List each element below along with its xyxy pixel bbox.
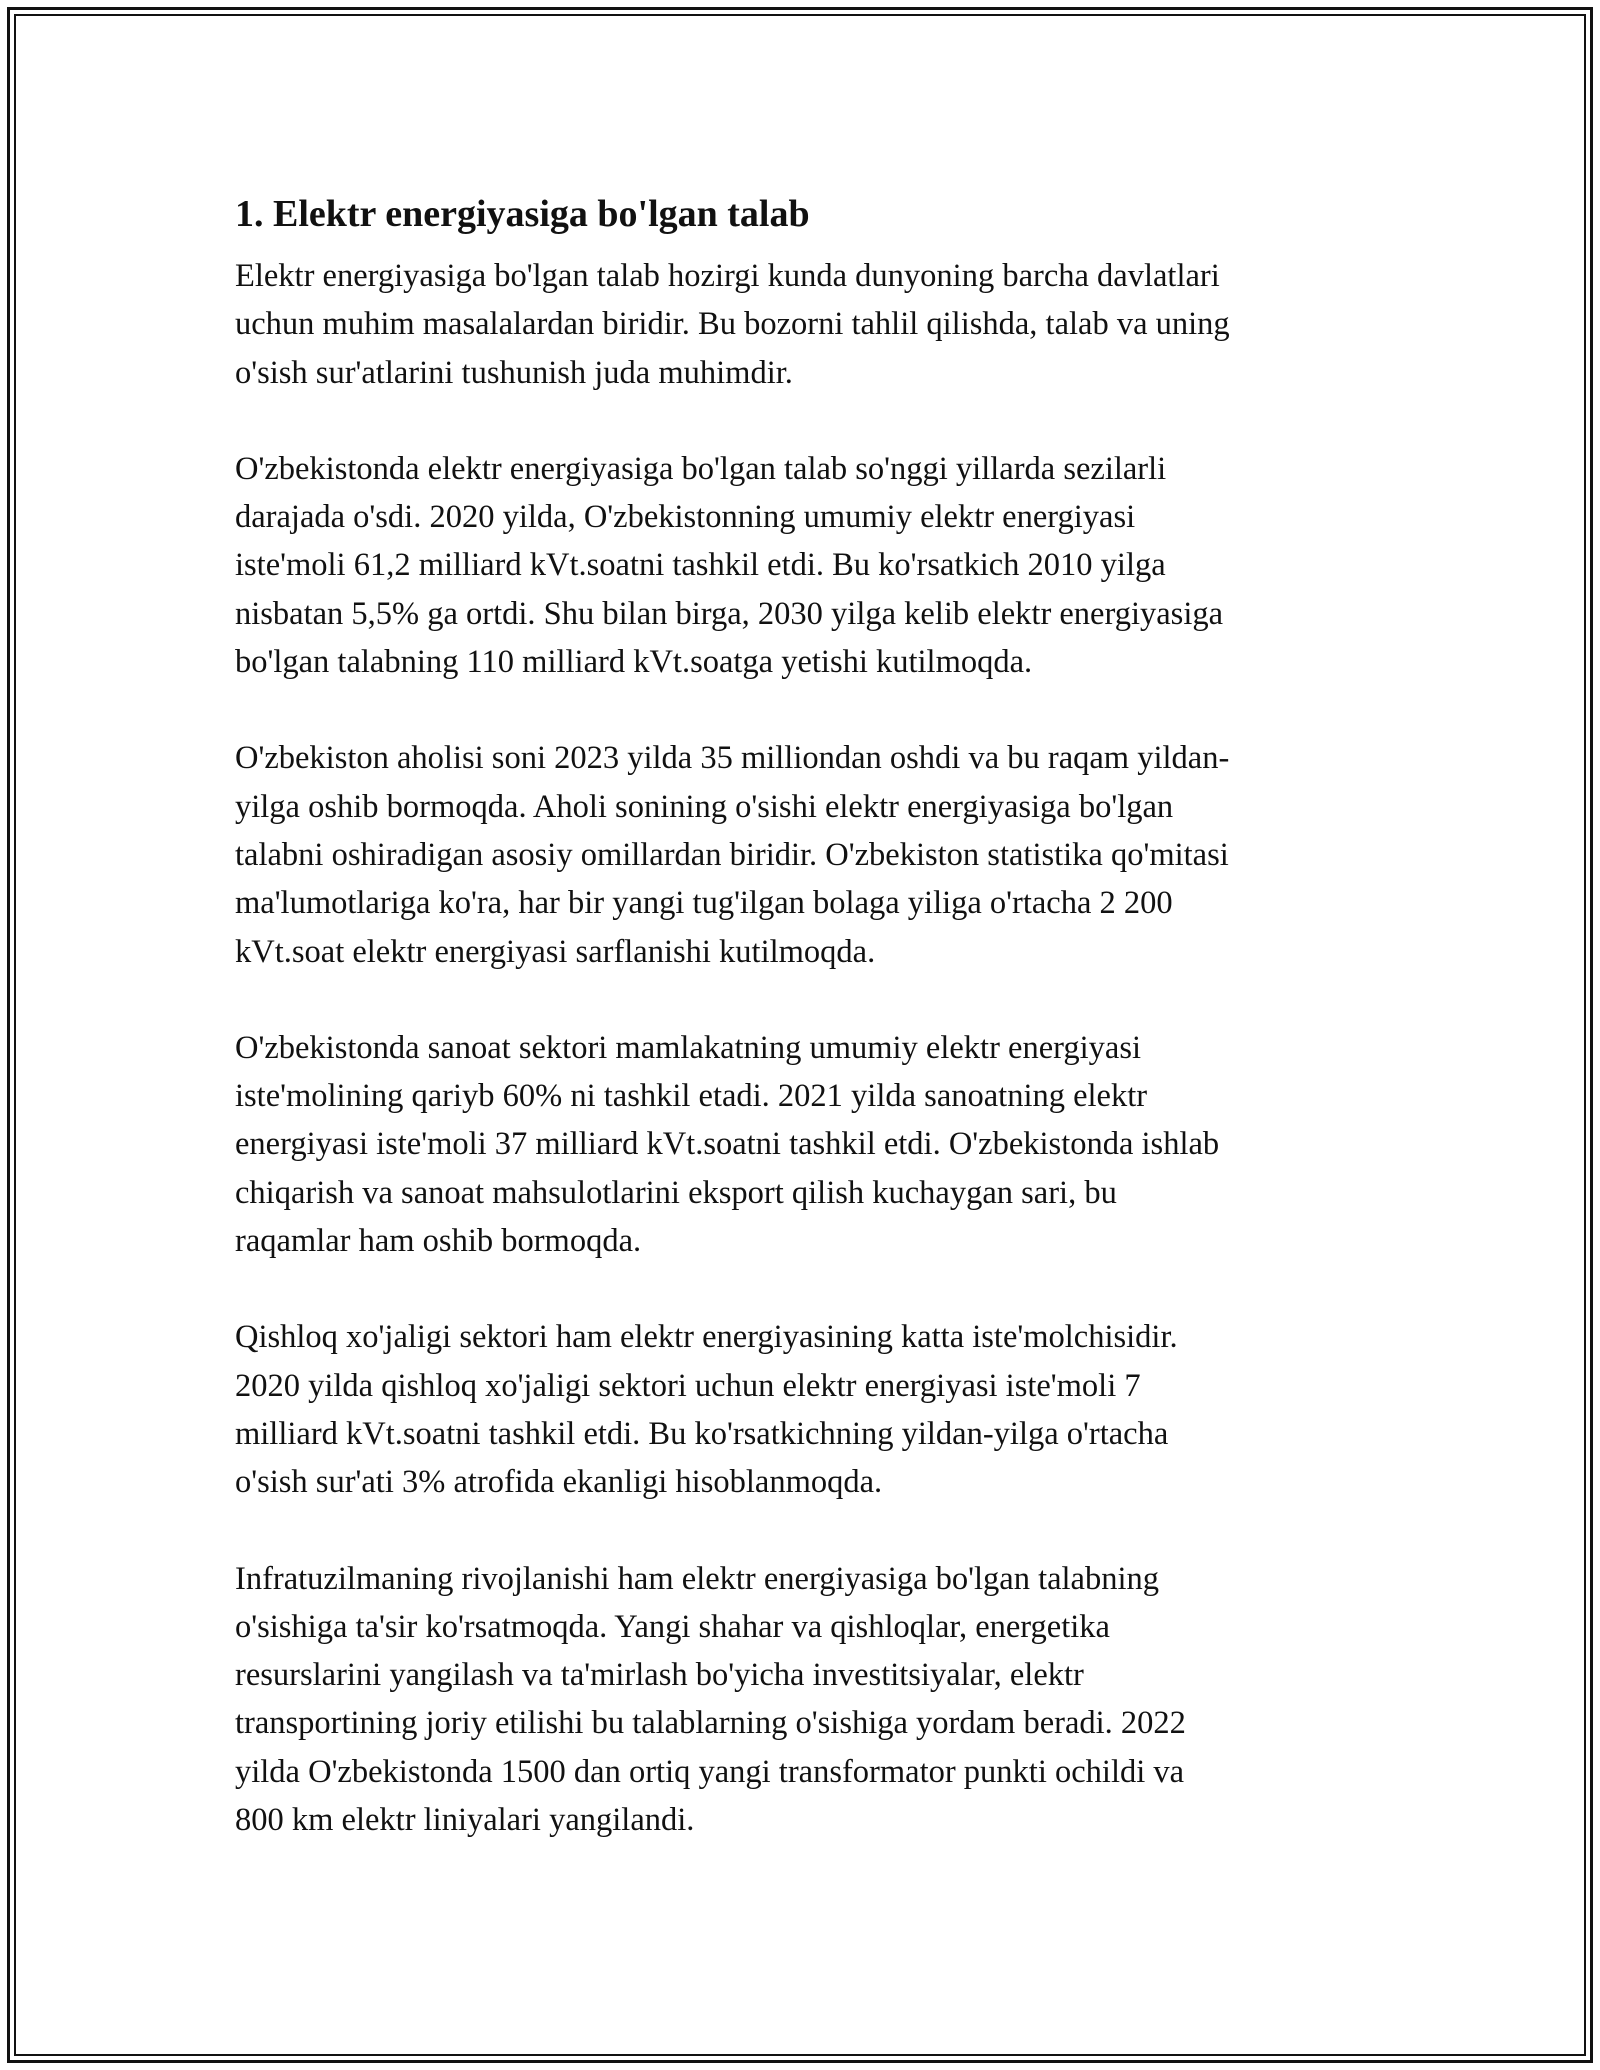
text-line: yilda O'zbekistonda 1500 dan ortiq yangi transformator punkti ochildi va	[235, 1753, 1185, 1790]
text-line: O'zbekistonda sanoat sektori mamlakatning umumiy elektr energiyasi	[235, 1029, 1142, 1066]
text-line: 2020 yilda qishloq xo'jaligi sektori uchun elektr energiyasi iste'moli 7	[235, 1367, 1141, 1404]
paragraph-industry	[235, 1024, 1385, 1265]
text-line: Infratuzilmaning rivojlanishi ham elektr energiyasiga bo'lgan talabning	[235, 1560, 1160, 1597]
paragraph-infrastructure	[235, 1555, 1385, 1845]
text-line: O'zbekiston aholisi soni 2023 yilda 35 milliondan oshdi va bu raqam yildan-	[235, 740, 1230, 777]
text-line: milliard kVt.soatni tashkil etdi. Bu ko'rsatkichning yildan-yilga o'rtacha	[235, 1415, 1169, 1452]
text-line: o'sish sur'ati 3% atrofida ekanligi hisoblanmoqda.	[235, 1464, 883, 1501]
paragraph-population	[235, 734, 1385, 975]
text-line: iste'moli 61,2 milliard kVt.soatni tashkil etdi. Bu ko'rsatkich 2010 yilga	[235, 547, 1166, 584]
text-line: uchun muhim masalalardan biridir. Bu bozorni tahlil qilishda, talab va uning	[235, 306, 1230, 343]
paragraph-agriculture	[235, 1313, 1385, 1506]
text-line: chiqarish va sanoat mahsulotlarini eksport qilish kuchaygan sari, bu	[235, 1174, 1117, 1211]
text-line: resurslarini yangilash va ta'mirlash bo'yicha investitsiyalar, elektr	[235, 1657, 1084, 1694]
text-line: Qishloq xo'jaligi sektori ham elektr energiyasining katta iste'molchisidir.	[235, 1319, 1178, 1356]
text-line: O'zbekistonda elektr energiyasiga bo'lgan talab so'nggi yillarda sezilarli	[235, 450, 1167, 487]
paragraph-intro	[235, 252, 1385, 397]
text-line: darajada o'sdi. 2020 yilda, O'zbekistonning umumiy elektr energiyasi	[235, 499, 1136, 536]
text-line: Elektr energiyasiga bo'lgan talab hozirgi kunda dunyoning barcha davlatlari	[235, 258, 1220, 294]
text-line: nisbatan 5,5% ga ortdi. Shu bilan birga, 2030 yilga kelib elektr energiyasiga	[235, 595, 1224, 632]
section-heading: 1. Elektr energiyasiga bo'lgan talab	[235, 193, 810, 235]
document-body	[235, 186, 1385, 1892]
text-line: 800 km elektr liniyalari yangilandi.	[235, 1802, 695, 1839]
text-line: ma'lumotlariga ko'ra, har bir yangi tug'ilgan bolaga yiliga o'rtacha 2 200	[235, 885, 1173, 922]
text-line: o'sish sur'atlarini tushunish juda muhimdir.	[235, 354, 793, 391]
text-line: transportining joriy etilishi bu talablarning o'sishiga yordam beradi. 2022	[235, 1705, 1186, 1742]
text-line: yilga oshib bormoqda. Aholi sonining o'sishi elektr energiyasiga bo'lgan	[235, 788, 1174, 825]
text-line: o'sishiga ta'sir ko'rsatmoqda. Yangi shahar va qishloqlar, energetika	[235, 1608, 1110, 1645]
text-line: energiyasi iste'moli 37 milliard kVt.soatni tashkil etdi. O'zbekistonda ishlab	[235, 1126, 1220, 1163]
paragraph-demand-growth	[235, 445, 1385, 686]
text-line: talabni oshiradigan asosiy omillardan biridir. O'zbekiston statistika qo'mitasi	[235, 836, 1229, 873]
text-line: bo'lgan talabning 110 milliard kVt.soatga yetishi kutilmoqda.	[235, 644, 1033, 681]
text-line: iste'molining qariyb 60% ni tashkil etadi. 2021 yilda sanoatning elektr	[235, 1078, 1148, 1115]
text-line: raqamlar ham oshib bormoqda.	[235, 1223, 642, 1260]
text-line: kVt.soat elektr energiyasi sarflanishi kutilmoqda.	[235, 933, 876, 970]
